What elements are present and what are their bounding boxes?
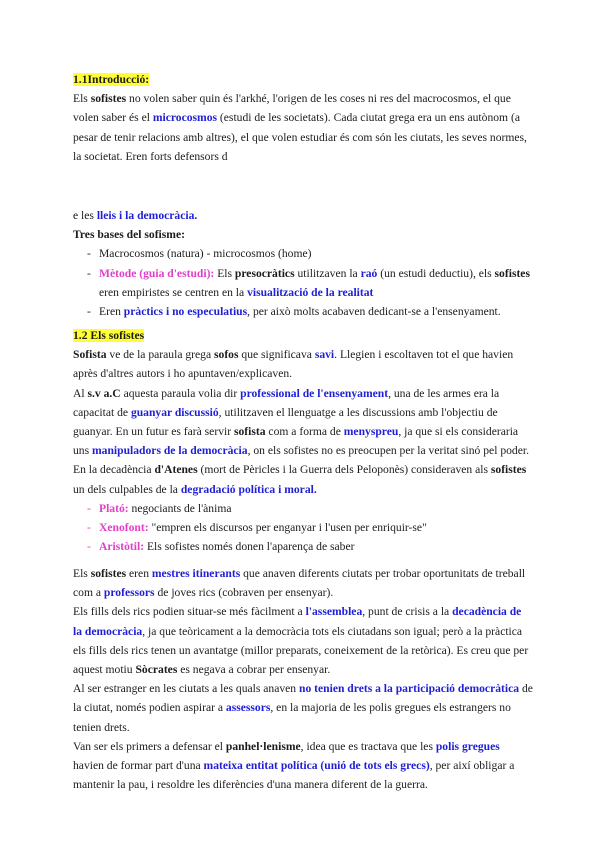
text-run: (mort de Pèricles i la Guerra dels Peloponès) consideraven als	[197, 463, 491, 477]
list-item	[73, 264, 533, 302]
text-run: Al	[73, 386, 88, 400]
highlighted-term: l'assemblea	[305, 605, 363, 619]
list-item	[73, 537, 533, 556]
section-sofistes	[73, 326, 533, 556]
paragraph	[73, 384, 533, 461]
highlighted-term: menyspreu	[343, 425, 399, 439]
list-item	[73, 244, 533, 263]
paragraph	[73, 460, 533, 498]
highlighted-term: mestres itinerants	[151, 567, 241, 580]
text-run: utilitzaven la	[294, 266, 361, 280]
text-run: , en la majoria de les polis gregues els estrangers no tenien drets.	[73, 701, 511, 734]
list-item	[73, 499, 533, 518]
highlighted-term: presocràtics	[234, 266, 295, 280]
text-run: de la ciutat, només podien aspirar a	[73, 682, 533, 715]
text-run: eren	[126, 567, 152, 580]
section-sofistes-continued	[73, 564, 533, 794]
text-run: un dels culpables de la	[73, 482, 181, 496]
highlighted-term: visualització de la realitat	[247, 285, 374, 299]
text-run: havien de formar part d'una	[73, 759, 204, 773]
highlighted-term: Aristòtil:	[99, 540, 145, 554]
highlighted-term: Sòcrates	[135, 663, 178, 677]
highlighted-term: s.v a.C	[87, 386, 121, 400]
highlighted-term: d'Atenes	[154, 463, 198, 477]
text-run: (estudi de les societats). Cada ciutat grega era un ens autònom (a pesar de tenir relacions amb altres), el que volen estudiar és com són les ciutats, les seves normes, la societat. Eren forts defensors d	[73, 111, 527, 163]
highlighted-term: sofos	[214, 348, 239, 362]
highlighted-term: sofistes	[90, 92, 127, 106]
highlighted-term: polis gregues	[435, 739, 500, 753]
section-heading: 1.2 Els sofistes	[73, 329, 145, 342]
text-run: Macrocosmos (natura) - microcosmos (home)	[99, 247, 312, 261]
text-run: Van ser els primers a defensar el	[73, 739, 226, 753]
highlighted-term: manipuladors de la democràcia	[92, 444, 248, 458]
highlighted-term: mateixa entitat política (unió de tots els grecs)	[203, 759, 430, 773]
text-run: , ja que si els consideraria uns	[73, 425, 519, 458]
paragraph	[73, 602, 533, 679]
highlighted-term: professors	[103, 586, 155, 600]
opinions-list	[73, 499, 533, 557]
text-run: de joves rics (cobraven per ensenyar).	[154, 586, 334, 600]
text-run: ve de la paraula grega	[106, 348, 215, 362]
list-item	[73, 518, 533, 537]
highlighted-term: Xenofont:	[99, 521, 149, 535]
text-run: que anaven diferents ciutats per trobar oportunitats de treball com a	[73, 567, 526, 600]
highlighted-term: pràctics i no especulatius	[123, 305, 248, 319]
highlighted-term: Sofista	[73, 348, 107, 362]
paragraph	[73, 345, 533, 383]
highlighted-term: microcosmos	[152, 111, 218, 125]
paragraph	[73, 206, 533, 225]
text-run: es negava a cobrar per ensenyar.	[177, 663, 331, 677]
text-run: , on els sofistes no es preocupen per la veritat sinó pel poder.	[247, 444, 529, 458]
paragraph	[73, 737, 533, 795]
text-run: , idea que es tractava que les	[300, 739, 436, 753]
highlighted-term: guanyar discussió	[130, 405, 219, 419]
highlighted-term: decadència de la democràcia	[73, 605, 522, 638]
text-run: , punt de crisis a la	[362, 605, 453, 619]
paragraph-group	[73, 564, 533, 794]
text-run: , ja que teòricament a la democràcia tots els ciutadans son igual; però a la pràctica els fills dels rics tenen un avantatge (millor preparats, coneixement de la retòrica). Es creu que per aquest motiu	[73, 624, 529, 677]
bases-list	[73, 244, 533, 321]
text-run: (un estudi deductiu), els	[377, 266, 495, 280]
text-run: Eren	[99, 305, 124, 319]
text-run: Els sofistes només donen l'aparença de saber	[144, 540, 355, 554]
highlighted-term: Plató:	[99, 501, 129, 515]
text-run: aquesta paraula volia dir	[120, 386, 241, 400]
section-heading: 1.1Introducció:	[73, 73, 150, 86]
highlighted-term: degradació política i moral.	[180, 482, 317, 496]
highlighted-term: Mètode (guia d'estudi):	[99, 266, 215, 280]
text-run: Els	[73, 567, 91, 580]
text-run: , una de les armes era la capacitat de	[73, 386, 500, 419]
text-run: com a forma de	[265, 425, 344, 439]
text-run: negociants de l'ànima	[128, 501, 232, 515]
text-run: , per així obligar a mantenir la pau, i resoldre les diferències d'una manera diferent de la guerra.	[73, 759, 515, 792]
text-run: . Llegien i escoltaven tot el que havien après d'altres autors i ho apuntaven/explicaven.	[73, 348, 514, 381]
highlighted-term: sofistes	[490, 463, 527, 477]
paragraph	[73, 89, 533, 166]
highlighted-term: no tenien drets a la participació democràtica	[299, 682, 520, 696]
text-run: Els fills dels rics podien situar-se més fàcilment a	[73, 605, 306, 619]
text-run: no volen saber quin és l'arkhé, l'origen de les coses ni res del macrocosmos, el que volen saber és el	[73, 92, 511, 125]
highlighted-term: assessors	[225, 701, 271, 715]
highlighted-term: panhel·lenisme	[225, 739, 301, 753]
paragraph	[73, 564, 533, 602]
list-item	[73, 302, 533, 321]
text-run: eren empiristes se centren en la	[99, 285, 248, 299]
highlighted-term: sofista	[233, 425, 266, 439]
highlighted-term: lleis i la democràcia.	[96, 209, 198, 222]
highlighted-term: professional de l'ensenyament	[240, 386, 389, 400]
highlighted-term: raó	[360, 266, 378, 280]
paragraph	[73, 679, 533, 737]
text-run: Els	[73, 92, 91, 106]
text-run: que significava	[238, 348, 315, 362]
highlighted-term: sofistes	[494, 266, 530, 280]
list-title: Tres bases del sofisme:	[73, 228, 185, 242]
text-run: En la decadència	[73, 463, 155, 477]
highlighted-term: sofistes	[90, 567, 127, 580]
section-bases	[73, 206, 533, 321]
text-run: "empren els discursos per enganyar i l'usen per enriquir-se"	[148, 521, 427, 535]
paragraph-group	[73, 345, 533, 499]
text-run: , utilitzaven el llenguatge a les discussions amb l'objectiu de guanyar. En un futur es farà servir	[73, 405, 498, 439]
text-run: e les	[73, 209, 97, 222]
section-introduccio	[73, 70, 533, 166]
highlighted-term: savi	[314, 348, 335, 362]
text-run: , per això molts acabaven dedicant-se a l'ensenyament.	[247, 305, 501, 319]
text-run: Els	[214, 266, 235, 280]
text-run: Al ser estranger en les ciutats a les quals anaven	[73, 682, 299, 696]
